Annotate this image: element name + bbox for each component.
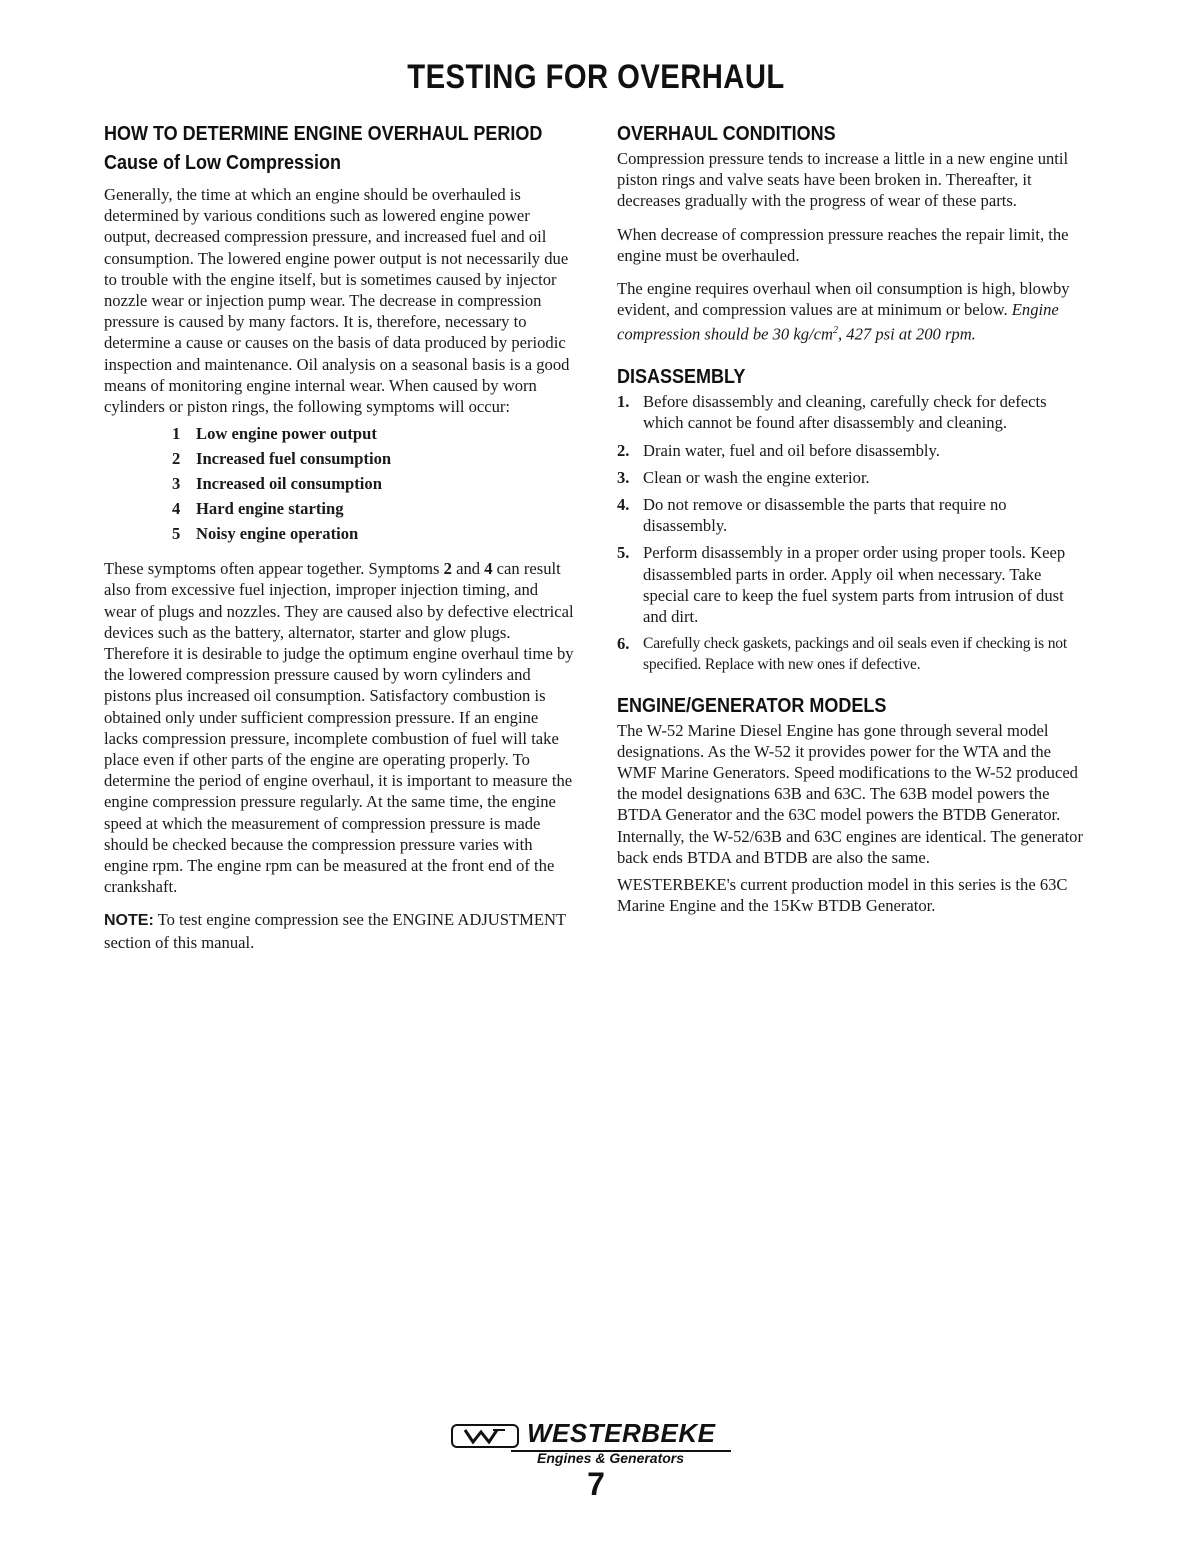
list-item: 1 Low engine power output <box>172 424 377 444</box>
models-paragraph-2: WESTERBEKE's current production model in this series is the 63C Marine Engine and the 15Kw BTDB Generator. <box>617 875 1068 916</box>
list-item: 5. Perform disassembly in a proper order using proper tools. Keep disassembled parts in order. Apply oil when necessary. Take special care to keep the fuel system parts from intrusion of dust and dirt. <box>617 543 1066 626</box>
overhaul-paragraph-3: The engine requires overhaul when oil consumption is high, blowby evident, and compression values are at minimum or below. Engine compression should be 30 $kg/cm^2$, 427 psi at 200 rpm. <box>617 279 1070 344</box>
section-heading-overhaul-period: HOW TO DETERMINE ENGINE OVERHAUL PERIOD <box>104 123 543 145</box>
page-title: TESTING FOR OVERHAUL <box>407 58 785 96</box>
symptom-list <box>172 421 574 546</box>
logo-w-emblem-icon <box>451 1424 519 1448</box>
intro-paragraph: Generally, the time at which an engine should be overhauled is determined by various conditions such as lowered engine power output, decreased compression pressure, and increased fuel and oil consumption. The lowered engine power output is not necessarily due to trouble with the engine itself, but is sometimes caused by injector nozzle wear or injection pump wear. The decrease in compression pressure is caused by many factors. It is, therefore, necessary to determine a cause or causes on the basis of data produced by periodic inspection and maintenance. Oil analysis on a seasonal basis is a good means of monitoring engine internal wear. When caused by worn cylinders or piston rings, the following symptoms will occur: <box>104 185 570 417</box>
list-item: 4. Do not remove or disassemble the parts that require no disassembly. <box>617 494 1007 536</box>
right-column <box>617 120 1087 916</box>
note-paragraph: NOTE: To test engine compression see the ENGINE ADJUSTMENT section of this manual. <box>104 910 566 952</box>
list-item: 5 Noisy engine operation <box>172 524 359 544</box>
page-number: 7 <box>587 1466 605 1502</box>
disassembly-steps <box>617 391 1087 675</box>
list-item: 1. Before disassembly and cleaning, carefully check for defects which cannot be found after disassembly and cleaning. <box>617 392 1047 433</box>
list-item: 2 Increased fuel consumption <box>172 449 392 469</box>
logo-tagline: Engines & Generators <box>537 1450 685 1466</box>
westerbeke-logo <box>451 1418 741 1470</box>
logo-brand: WESTERBEKE <box>527 1418 716 1448</box>
list-item: 2. Drain water, fuel and oil before disassembly. <box>617 440 940 460</box>
note-label: NOTE: <box>104 912 154 930</box>
section-heading-overhaul-conditions: OVERHAUL CONDITIONS <box>617 123 836 145</box>
left-column <box>104 120 574 953</box>
list-item: 6. Carefully check gaskets, packings and oil seals even if checking is not specified. Replace with new ones if defective. <box>617 634 1068 674</box>
list-item: 3 Increased oil consumption <box>172 474 382 494</box>
list-item: 4 Hard engine starting <box>172 499 344 519</box>
subheading-low-compression: Cause of Low Compression <box>104 152 342 174</box>
section-heading-models: ENGINE/GENERATOR MODELS <box>617 694 887 717</box>
list-item: 3. Clean or wash the engine exterior. <box>617 467 870 487</box>
section-heading-disassembly: DISASSEMBLY <box>617 366 746 389</box>
overhaul-paragraph-2: When decrease of compression pressure reaches the repair limit, the engine must be overhauled. <box>617 224 1069 265</box>
symptoms-paragraph: These symptoms often appear together. Symptoms 2 and 4 can result also from excessive fuel injection, improper injection timing, and wear of plugs and nozzles. They are caused also by defective electrical devices such as the battery, alternator, starter and glow plugs. Therefore it is desirable to judge the optimum engine overhaul time by the lowered compression pressure caused by worn cylinders and pistons plus increased oil consumption. Satisfactory combustion is obtained only under sufficient compression pressure. If an engine lacks compression pressure, incomplete combustion of fuel will take place even if other parts of the engine are operating properly. To determine the period of engine overhaul, it is important to measure the engine compression pressure regularly. At the same time, the engine speed at which the measurement of compression pressure is made should be checked because the compression pressure varies with engine rpm. The engine rpm can be measured at the front end of the crankshaft. <box>104 559 574 897</box>
models-paragraph-1: The W-52 Marine Diesel Engine has gone through several model designations. As the W-52 it provides power for the WTA and the WMF Marine Generators. Speed modifications to the W-52 produced the model designations 63B and 63C. The 63B model powers the BTDA Generator and the 63C model powers the BTDB Generator. Internally, the W-52/63B and 63C engines are identical. The generator back ends BTDA and BTDB are also the same. <box>617 720 1084 867</box>
overhaul-paragraph-1: Compression pressure tends to increase a little in a new engine until piston rings and valve seats have been broken in. Thereafter, it decreases gradually with the progress of wear of these parts. <box>617 149 1069 211</box>
